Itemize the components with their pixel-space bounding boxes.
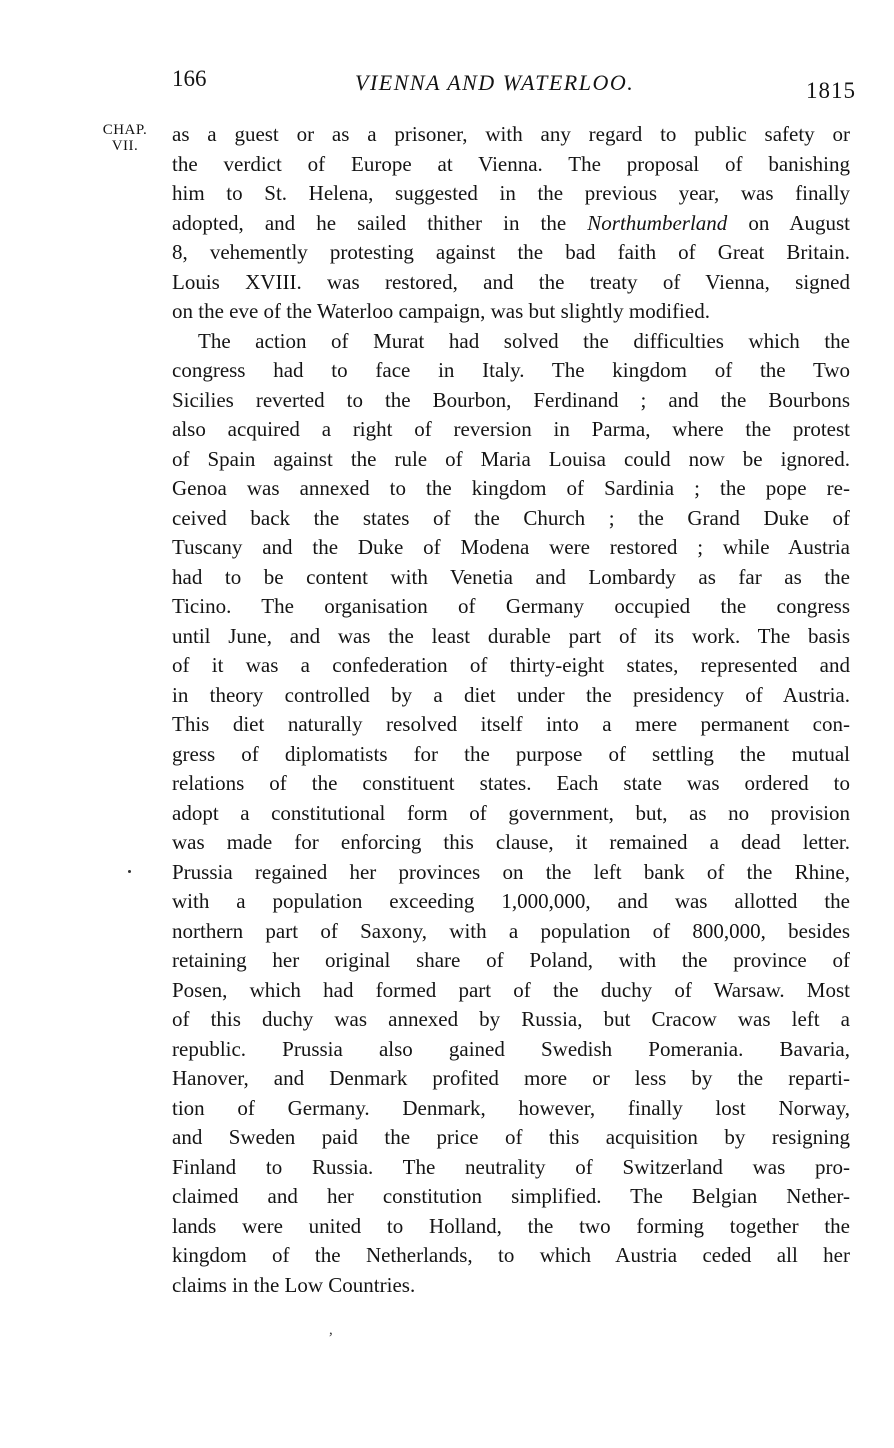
- text-line: This diet naturally resolved itself into a mere permanent con-: [172, 712, 850, 736]
- stray-mark: ,: [329, 1322, 333, 1338]
- text-line: the verdict of Europe at Vienna. The proposal of banishing: [172, 151, 850, 176]
- running-title: VIENNA AND WATERLOO.: [355, 70, 635, 95]
- text-line: congress had to face in Italy. The kingdom of the Two: [172, 358, 850, 382]
- text-line: 8, vehemently protesting against the bad faith of Great Britain.: [172, 240, 850, 264]
- text-line: retaining her original share of Poland, with the province of: [172, 948, 850, 972]
- ship-name: Northumberland: [587, 210, 728, 235]
- text-line: gress of diplomatists for the purpose of settling the mutual: [172, 741, 850, 766]
- text-line: had to be content with Venetia and Lombardy as far as the: [172, 564, 850, 589]
- text-line: adopted, and he sailed thither in the Northumberland on August: [172, 210, 850, 235]
- text-line: republic. Prussia also gained Swedish Pomerania. Bavaria,: [172, 1036, 850, 1061]
- text-line: adopt a constitutional form of government, but, as no provision: [172, 800, 850, 825]
- text-line: The action of Murat had solved the difficulties which the: [198, 328, 850, 353]
- running-head: [0, 66, 894, 106]
- text-line: relations of the constituent states. Each state was ordered to: [172, 771, 850, 795]
- text-line: in theory controlled by a diet under the presidency of Austria.: [172, 682, 850, 707]
- text-line: was made for enforcing this clause, it remained a dead letter.: [172, 830, 850, 854]
- text-line: Prussia regained her provinces on the left bank of the Rhine,: [172, 859, 850, 884]
- page-number: 166: [172, 66, 207, 91]
- text-line: tion of Germany. Denmark, however, finally lost Norway,: [172, 1095, 850, 1120]
- chapter-label: CHAP.: [102, 122, 148, 138]
- chapter-margin-note: [90, 122, 160, 154]
- text-line: Genoa was annexed to the kingdom of Sardinia ; the pope re-: [172, 476, 850, 500]
- text-line: Tuscany and the Duke of Modena were restored ; while Austria: [172, 535, 850, 559]
- text-line: of it was a confederation of thirty-eight states, represented and: [172, 653, 850, 677]
- text-line: with a population exceeding 1,000,000, and was allotted the: [172, 889, 850, 913]
- text-line: Louis XVIII. was restored, and the treaty of Vienna, signed: [172, 269, 850, 294]
- text-line: northern part of Saxony, with a population of 800,000, besides: [172, 918, 850, 943]
- year-marker: 1815: [806, 78, 856, 103]
- text-line: until June, and was the least durable part of its work. The basis: [172, 623, 850, 648]
- text-line: him to St. Helena, suggested in the previous year, was finally: [172, 181, 850, 205]
- text-line: of this duchy was annexed by Russia, but Cracow was left a: [172, 1007, 850, 1031]
- text-line: Hanover, and Denmark profited more or less by the reparti-: [172, 1066, 850, 1090]
- text-line: Ticino. The organisation of Germany occupied the congress: [172, 594, 850, 618]
- text-line: of Spain against the rule of Maria Louisa could now be ignored.: [172, 446, 850, 471]
- text-line: also acquired a right of reversion in Parma, where the protest: [172, 417, 850, 441]
- text-line: Posen, which had formed part of the duchy of Warsaw. Most: [172, 977, 850, 1002]
- text-line: claims in the Low Countries.: [172, 1272, 416, 1297]
- text-line: and Sweden paid the price of this acquisition by resigning: [172, 1125, 850, 1149]
- text-line: Finland to Russia. The neutrality of Switzerland was pro-: [172, 1154, 850, 1179]
- text-line: lands were united to Holland, the two forming together the: [172, 1213, 850, 1238]
- chapter-number: VII.: [111, 138, 139, 154]
- body-text: [172, 120, 850, 1300]
- text-line: as a guest or as a prisoner, with any regard to public safety or: [172, 122, 850, 146]
- margin-dot: [128, 870, 131, 873]
- text-line: kingdom of the Netherlands, to which Austria ceded all her: [172, 1243, 850, 1267]
- text-line: on the eve of the Waterloo campaign, was but slightly modified.: [172, 299, 710, 323]
- text-line: Sicilies reverted to the Bourbon, Ferdinand ; and the Bourbons: [172, 387, 850, 412]
- text-line: ceived back the states of the Church ; the Grand Duke of: [172, 505, 850, 530]
- text-line: claimed and her constitution simplified. The Belgian Nether-: [172, 1184, 850, 1208]
